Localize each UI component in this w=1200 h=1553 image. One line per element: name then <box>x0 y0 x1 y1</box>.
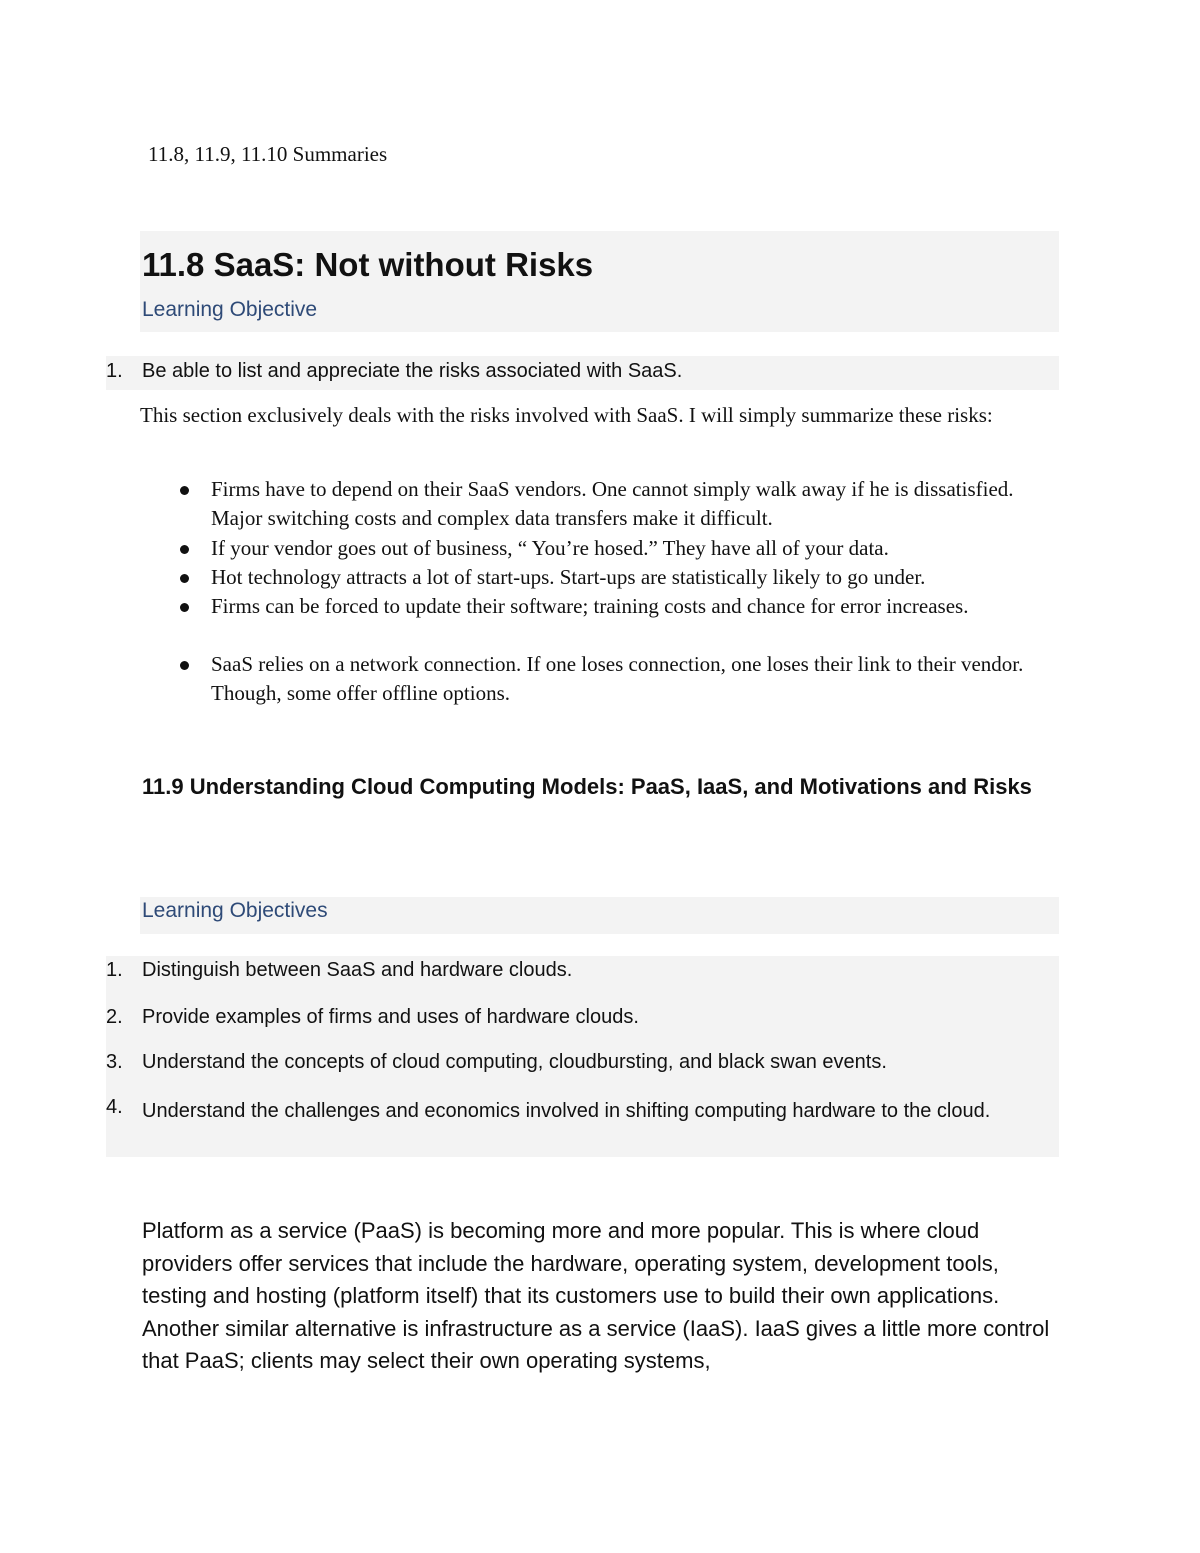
body-paragraph: Platform as a service (PaaS) is becoming more and more popular. This is where cloud providers offer services that include the hardware, operating system, development tools, testing and hosting (platform itself) that its customers use to build their own applications. Another similar alternative is infrastructure as a service (IaaS). IaaS gives a little more control that PaaS; clients may select their own operating systems, <box>142 1218 1050 1373</box>
objective-text: Provide examples of firms and uses of hardware clouds. <box>142 1006 639 1028</box>
bullet-icon <box>180 574 189 583</box>
bullet-icon <box>180 545 189 554</box>
bullet-icon <box>180 486 189 495</box>
bullet-item: SaaS relies on a network connection. If one loses connection, one loses their link to their vendor. Though, some offer offline options. <box>211 652 1024 705</box>
bullet-item: Firms can be forced to update their software; training costs and chance for error increases. <box>211 594 969 618</box>
intro-paragraph: This section exclusively deals with the risks involved with SaaS. I will simply summarize these risks: <box>140 403 993 427</box>
objective-text: Be able to list and appreciate the risks associated with SaaS. <box>142 360 683 382</box>
objective-number: 1. <box>106 360 123 382</box>
bullet-icon <box>180 661 189 670</box>
bullet-item: If your vendor goes out of business, “ You’re hosed.” They have all of your data. <box>211 536 889 560</box>
bullet-icon <box>180 603 189 612</box>
objective-number: 4. <box>106 1096 123 1118</box>
document-title: 11.8, 11.9, 11.10 Summaries <box>148 142 388 166</box>
objective-text: Understand the concepts of cloud computing, cloudbursting, and black swan events. <box>142 1051 887 1073</box>
objective-text: Understand the challenges and economics involved in shifting computing hardware to the cloud. <box>142 1100 991 1122</box>
objective-number: 1. <box>106 959 123 981</box>
objective-number: 3. <box>106 1051 123 1073</box>
learning-objectives-label: Learning Objectives <box>142 899 328 922</box>
objective-text: Distinguish between SaaS and hardware clouds. <box>142 959 573 981</box>
bullet-item: Firms have to depend on their SaaS vendors. One cannot simply walk away if he is dissatisfied. Major switching costs and complex data transfers make it difficult. <box>211 477 1014 530</box>
learning-objective-label: Learning Objective <box>142 298 318 321</box>
section-heading: 11.8 SaaS: Not without Risks <box>142 246 594 283</box>
objective-number: 2. <box>106 1006 123 1028</box>
bullet-item: Hot technology attracts a lot of start-ups. Start-ups are statistically likely to go under. <box>211 565 926 589</box>
section-heading: 11.9 Understanding Cloud Computing Models: PaaS, IaaS, and Motivations and Risks <box>142 774 1032 799</box>
